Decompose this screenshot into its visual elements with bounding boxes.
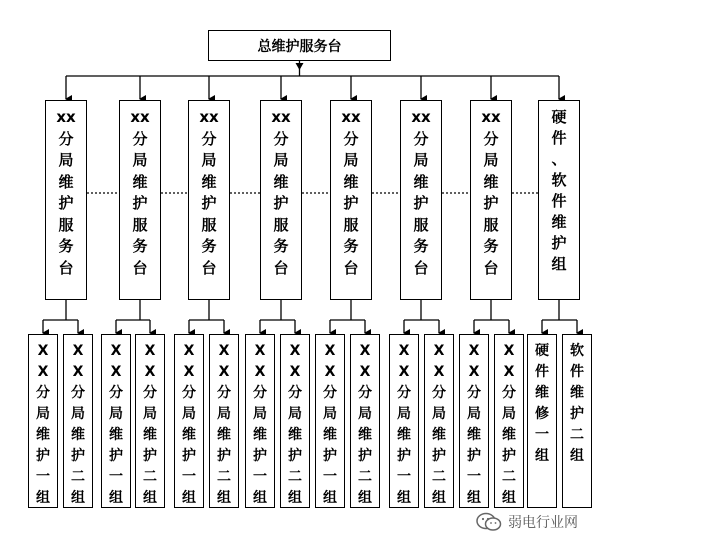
branch-node-7: [470, 100, 512, 300]
child-node-8-1-label: 硬 件 维 修 一 组: [535, 343, 549, 464]
root-label: 总维护服务台: [257, 38, 342, 55]
child-node-6-1-label: X X 分 局 维 护 一 组: [397, 343, 411, 506]
child-node-4-2: [280, 334, 310, 508]
child-node-1-1: [28, 334, 58, 508]
branch-node-1: [45, 100, 87, 300]
child-node-4-2-label: X X 分 局 维 护 二 组: [288, 343, 302, 506]
child-node-5-2-label: X X 分 局 维 护 二 组: [358, 343, 372, 506]
child-node-4-1: [245, 334, 275, 508]
branch-node-2: [119, 100, 161, 300]
child-node-2-1: [101, 334, 131, 508]
child-node-6-2-label: X X 分 局 维 护 二 组: [432, 343, 446, 506]
child-node-1-1-label: X X 分 局 维 护 一 组: [36, 343, 50, 506]
branch-node-4-label: xx 分 局 维 护 服 务 台: [271, 108, 291, 277]
child-node-8-1: [527, 334, 557, 508]
branch-node-1-label: xx 分 局 维 护 服 务 台: [56, 108, 76, 277]
branch-node-3: [188, 100, 230, 300]
child-node-3-1-label: X X 分 局 维 护 一 组: [182, 343, 196, 506]
branch-node-5: [330, 100, 372, 300]
child-node-7-1-label: X X 分 局 维 护 一 组: [467, 343, 481, 506]
child-node-7-2: [494, 334, 524, 508]
branch-node-7-label: xx 分 局 维 护 服 务 台: [481, 108, 501, 277]
child-node-1-2: [63, 334, 93, 508]
child-node-5-1: [315, 334, 345, 508]
wechat-icon: [476, 512, 502, 532]
child-node-7-2-label: X X 分 局 维 护 二 组: [502, 343, 516, 506]
branch-node-6: [400, 100, 442, 300]
child-node-6-2: [424, 334, 454, 508]
child-node-7-1: [459, 334, 489, 508]
child-node-3-1: [174, 334, 204, 508]
child-node-5-2: [350, 334, 380, 508]
child-node-8-2-label: 软 件 维 护 二 组: [570, 343, 584, 464]
branch-node-8: [538, 100, 580, 300]
child-node-1-2-label: X X 分 局 维 护 二 组: [71, 343, 85, 506]
child-node-2-2-label: X X 分 局 维 护 二 组: [143, 343, 157, 506]
branch-node-6-label: xx 分 局 维 护 服 务 台: [411, 108, 431, 277]
branch-node-8-label: 硬 件 、 软 件 维 护 组: [551, 108, 567, 273]
child-node-4-1-label: X X 分 局 维 护 一 组: [253, 343, 267, 506]
branch-node-4: [260, 100, 302, 300]
child-node-3-2: [209, 334, 239, 508]
branch-node-5-label: xx 分 局 维 护 服 务 台: [341, 108, 361, 277]
watermark-text: 弱电行业网: [508, 515, 578, 531]
child-node-2-2: [135, 334, 165, 508]
watermark: [476, 512, 578, 532]
branch-node-3-label: xx 分 局 维 护 服 务 台: [199, 108, 219, 277]
child-node-2-1-label: X X 分 局 维 护 一 组: [109, 343, 123, 506]
child-node-6-1: [389, 334, 419, 508]
root-node: [208, 30, 391, 61]
child-node-3-2-label: X X 分 局 维 护 二 组: [217, 343, 231, 506]
child-node-5-1-label: X X 分 局 维 护 一 组: [323, 343, 337, 506]
child-node-8-2: [562, 334, 592, 508]
branch-node-2-label: xx 分 局 维 护 服 务 台: [130, 108, 150, 277]
